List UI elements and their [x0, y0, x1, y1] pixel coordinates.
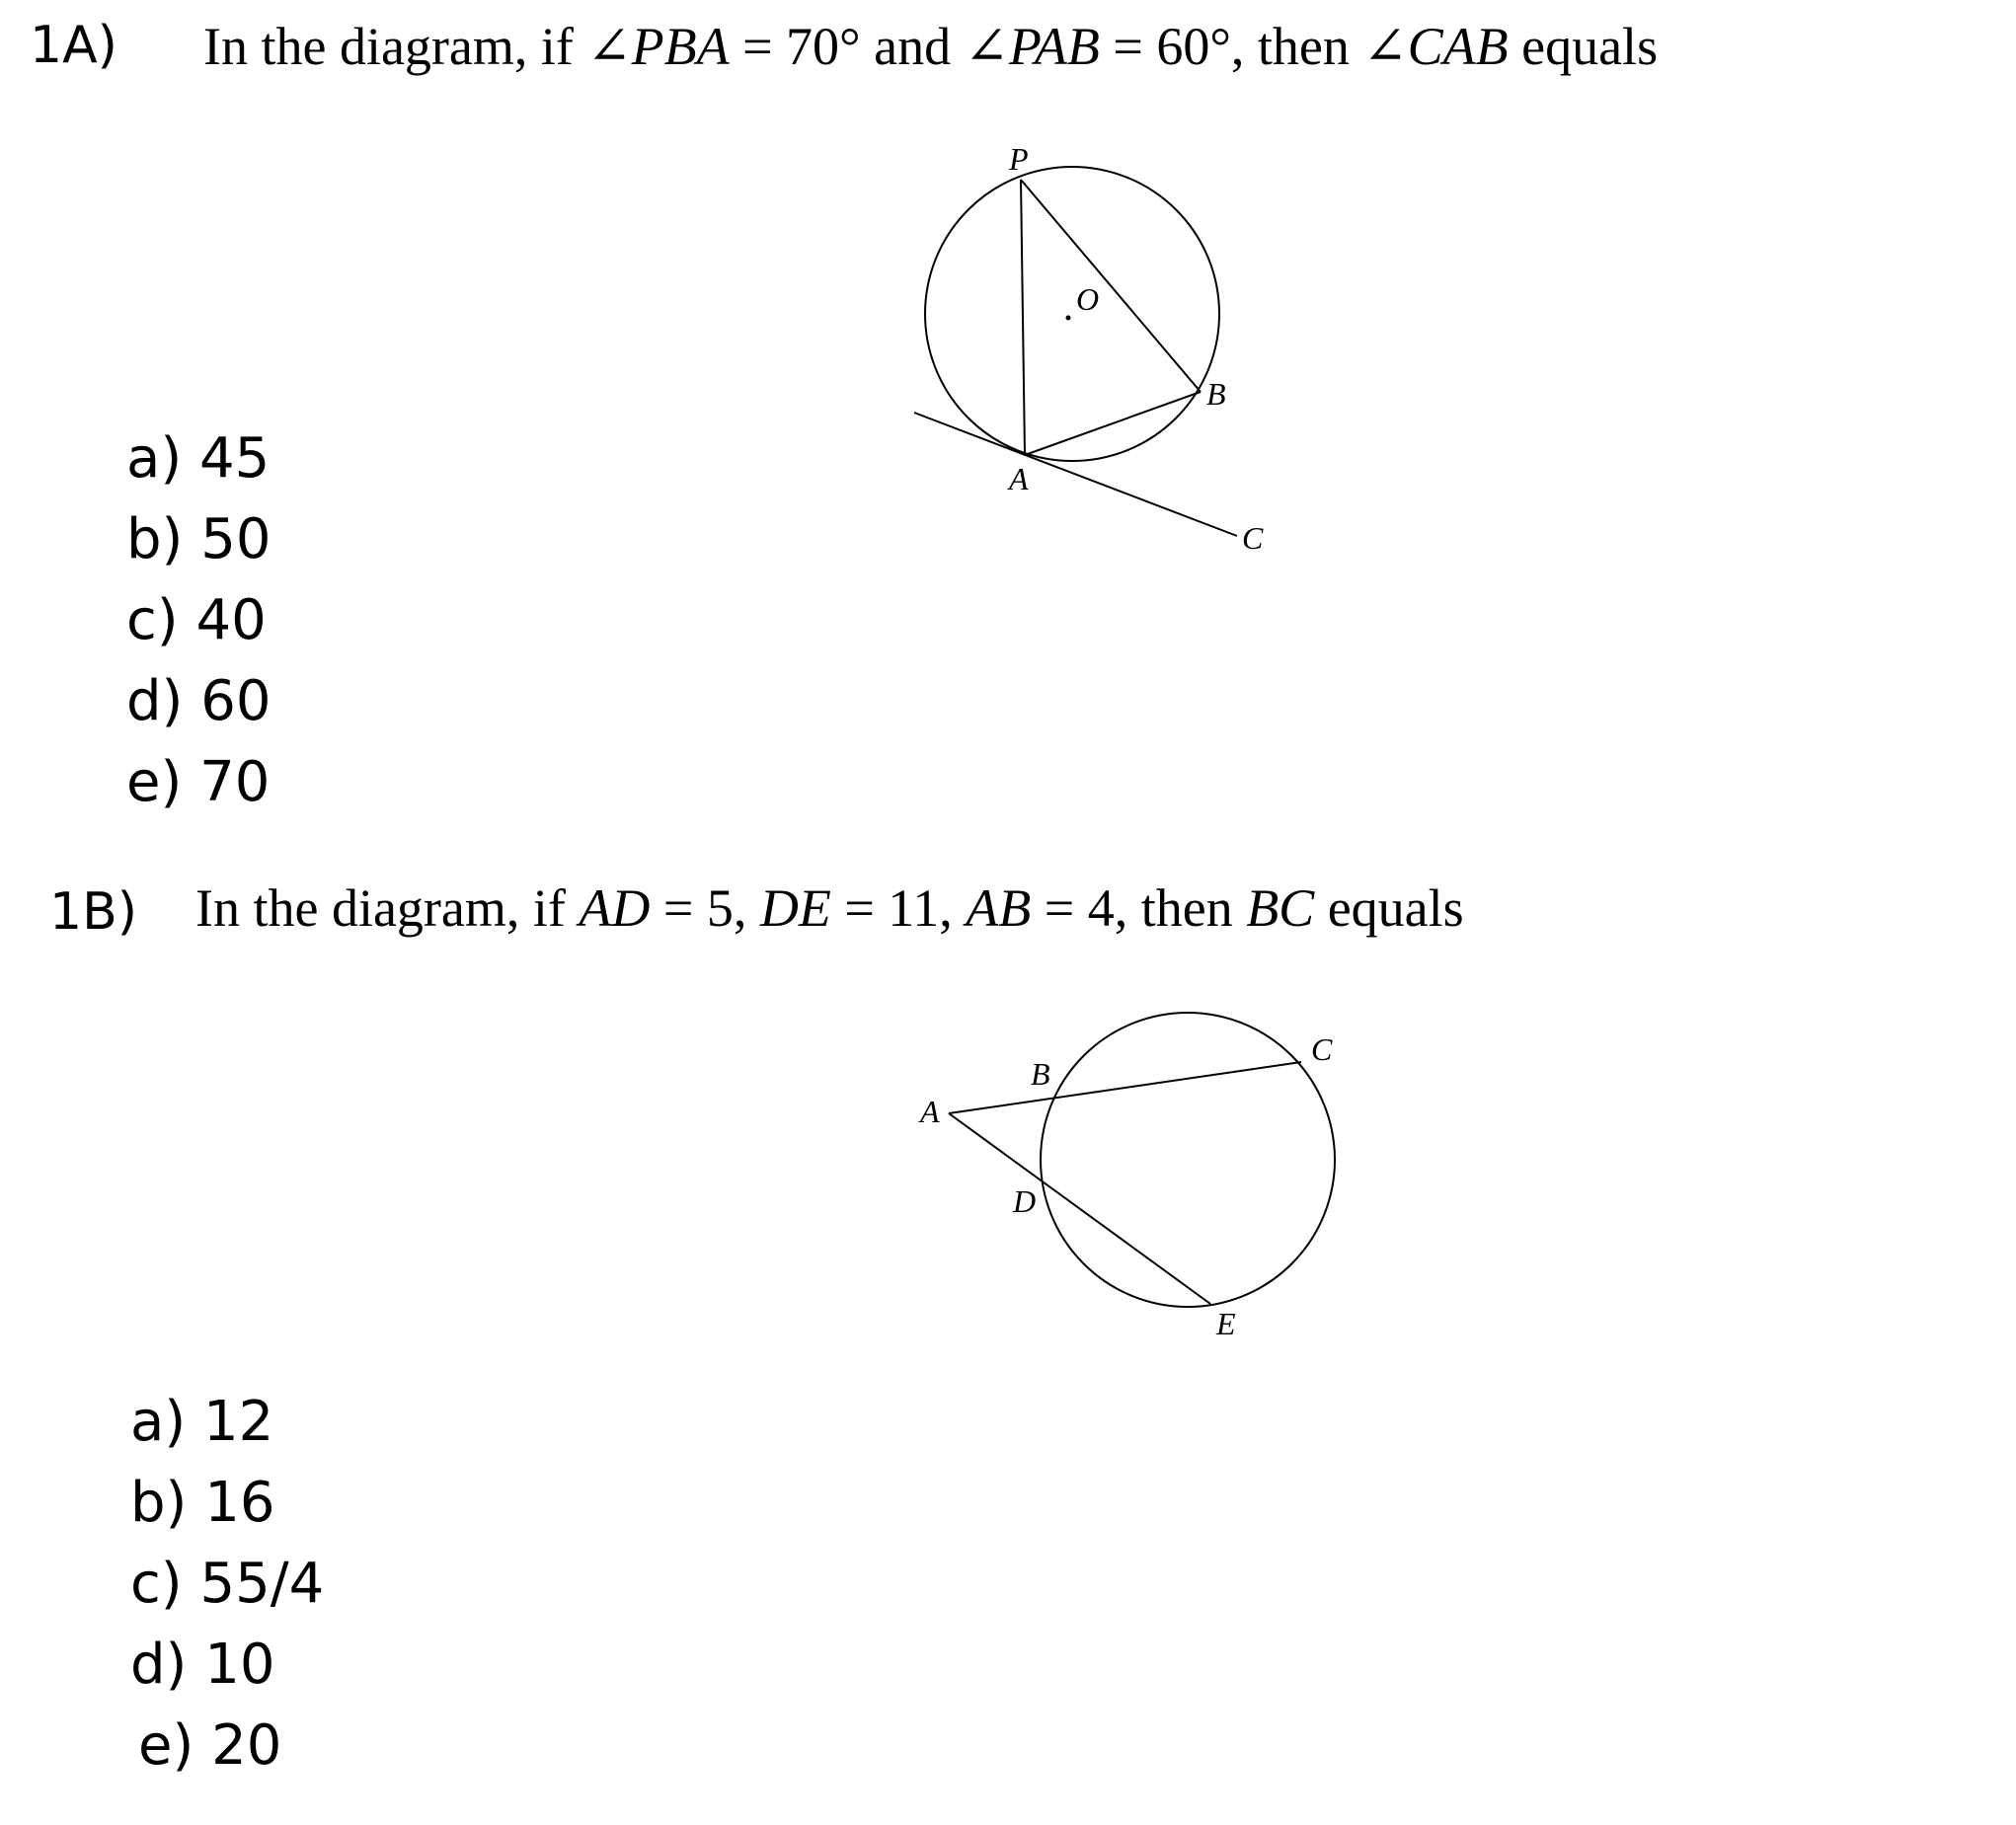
label-c: C: [1242, 520, 1264, 556]
prompt-text: = 60°, then: [1099, 17, 1363, 76]
prompt-text: equals: [1314, 878, 1464, 938]
segment-ab: AB: [966, 878, 1032, 938]
prompt-text: In the diagram, if: [195, 878, 580, 938]
choice-e[interactable]: e) 20: [138, 1713, 282, 1778]
choice-b[interactable]: b) 16: [130, 1471, 275, 1535]
label-c: C: [1311, 1031, 1333, 1067]
choice-a[interactable]: a) 45: [126, 426, 271, 491]
choice-b[interactable]: b) 50: [126, 507, 271, 571]
question-1b-number: 1B): [49, 882, 138, 942]
label-a: A: [1009, 461, 1029, 496]
prompt-text: equals: [1508, 17, 1659, 76]
prompt-text: = 4, then: [1031, 878, 1247, 938]
choice-e[interactable]: e) 70: [126, 750, 271, 814]
prompt-text: In the diagram, if: [203, 17, 587, 76]
segment-ad: AD: [579, 878, 651, 938]
prompt-text: = 70° and: [729, 17, 965, 76]
segment-de: DE: [759, 878, 831, 938]
secant-ade: [949, 1113, 1210, 1304]
label-a: A: [920, 1094, 940, 1129]
secant-abc: [949, 1062, 1301, 1113]
choice-d[interactable]: d) 60: [126, 669, 271, 733]
prompt-text: = 5,: [650, 878, 760, 938]
label-d: D: [1013, 1183, 1037, 1219]
segment-bc: BC: [1246, 878, 1315, 938]
label-p: P: [1009, 141, 1029, 177]
question-1a-number: 1A): [30, 16, 117, 75]
choice-c[interactable]: c) 55/4: [130, 1552, 325, 1616]
choice-d[interactable]: d) 10: [130, 1633, 275, 1697]
circle: [1041, 1013, 1335, 1307]
angle-pba: ∠PBA: [586, 17, 730, 76]
choice-a[interactable]: a) 12: [130, 1390, 274, 1454]
label-b: B: [1206, 376, 1226, 412]
choice-c[interactable]: c) 40: [126, 588, 267, 652]
label-e: E: [1216, 1306, 1236, 1341]
angle-cab: ∠CAB: [1362, 17, 1509, 76]
question-1b-choices: [130, 1382, 324, 1787]
angle-pab: ∠PAB: [964, 17, 1100, 76]
prompt-text: = 11,: [830, 878, 967, 938]
label-o: O: [1076, 281, 1100, 317]
label-b: B: [1031, 1056, 1050, 1092]
